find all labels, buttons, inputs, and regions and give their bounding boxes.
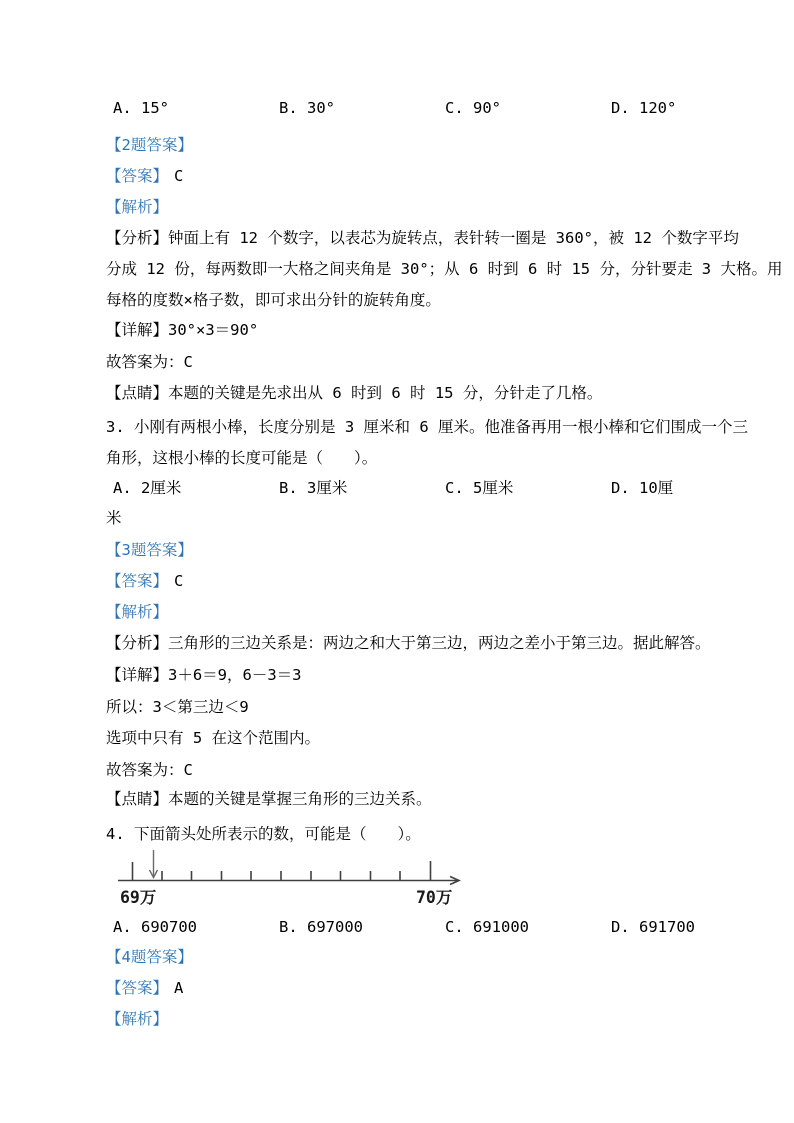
q4-answer-line: [106, 978, 183, 999]
q3-option-a: A. 2厘米: [113, 479, 182, 497]
q2-answer-value: C: [174, 167, 184, 185]
number-line-axis: [118, 861, 459, 885]
q3-so-line: 所以：3＜第三边＜9: [106, 698, 249, 716]
q3-note-line: 【点睛】本题的关键是掌握三角形的三边关系。: [106, 790, 432, 808]
q3-options-row: [113, 478, 673, 499]
q4-option-a: A. 690700: [113, 918, 197, 936]
q3-option-c: C. 5厘米: [445, 479, 514, 497]
q3-analysis-line: 【分析】三角形的三边关系是：两边之和大于第三边，两边之差小于第三边。据此解答。: [106, 634, 711, 652]
q3-analysis-header: 【解析】: [106, 603, 169, 621]
q3-question-line-2: 角形，这根小棒的长度可能是（ ）。: [106, 449, 378, 467]
q4-analysis-header: 【解析】: [106, 1010, 169, 1028]
q2-analysis-header: 【解析】: [106, 198, 169, 216]
q3-answer-value: C: [174, 572, 184, 590]
q3-detail-line: 【详解】3＋6＝9，6－3＝3: [106, 666, 302, 684]
q2-answer-line: [106, 166, 183, 187]
q4-number-line-diagram: [100, 845, 480, 909]
q4-option-d: D. 691700: [611, 918, 695, 936]
q2-option-c: C. 90°: [445, 99, 501, 117]
q2-option-b: B. 30°: [279, 99, 335, 117]
q3-conclusion-line: 故答案为：C: [106, 761, 193, 779]
q2-note-line: 【点睛】本题的关键是先求出从 6 时到 6 时 15 分，分针走了几格。: [106, 384, 603, 402]
q4-answer-header: 【4题答案】: [106, 948, 193, 966]
q2-option-d: D. 120°: [611, 99, 677, 117]
q2-analysis-line-3: 每格的度数×格子数，即可求出分针的旋转角度。: [106, 291, 441, 309]
q3-question-line-1: 3. 小刚有两根小棒，长度分别是 3 厘米和 6 厘米。他准备再用一根小棒和它们围成一个三: [106, 418, 748, 436]
q4-answer-value: A: [174, 979, 184, 997]
q3-answer-label: 【答案】: [106, 572, 169, 590]
number-line-right-label: 70万: [416, 888, 453, 907]
q2-analysis-line-2: 分成 12 份，每两数即一大格之间夹角是 30°；从 6 时到 6 时 15 分，分针要走 3 大格。用: [106, 260, 783, 278]
q4-answer-label: 【答案】: [106, 979, 169, 997]
q3-answer-line: [106, 571, 183, 592]
q4-option-b: B. 697000: [279, 918, 363, 936]
q4-option-c: C. 691000: [445, 918, 529, 936]
down-arrow-pointer-icon: [150, 850, 158, 878]
number-line-left-label: 69万: [120, 888, 157, 907]
q2-answer-label: 【答案】: [106, 167, 169, 185]
q3-option-d: D. 10厘: [611, 479, 674, 497]
q2-conclusion-line: 故答案为：C: [106, 353, 193, 371]
q3-answer-header: 【3题答案】: [106, 541, 193, 559]
q3-option-b: B. 3厘米: [279, 479, 348, 497]
q2-analysis-line-1: 【分析】钟面上有 12 个数字，以表芯为旋转点，表针转一圈是 360°，被 12 个数字平均: [106, 229, 739, 247]
q3-option-d-wrap: 米: [106, 509, 122, 527]
q3-range-line: 选项中只有 5 在这个范围内。: [106, 729, 320, 747]
q4-options-row: [113, 917, 695, 938]
q2-option-a: A. 15°: [113, 99, 169, 117]
q2-options-row: [113, 98, 676, 119]
q2-detail-line: 【详解】30°×3＝90°: [106, 321, 259, 339]
q4-question-line: 4. 下面箭头处所表示的数，可能是（ ）。: [106, 825, 421, 843]
q2-answer-header: 【2题答案】: [106, 136, 193, 154]
